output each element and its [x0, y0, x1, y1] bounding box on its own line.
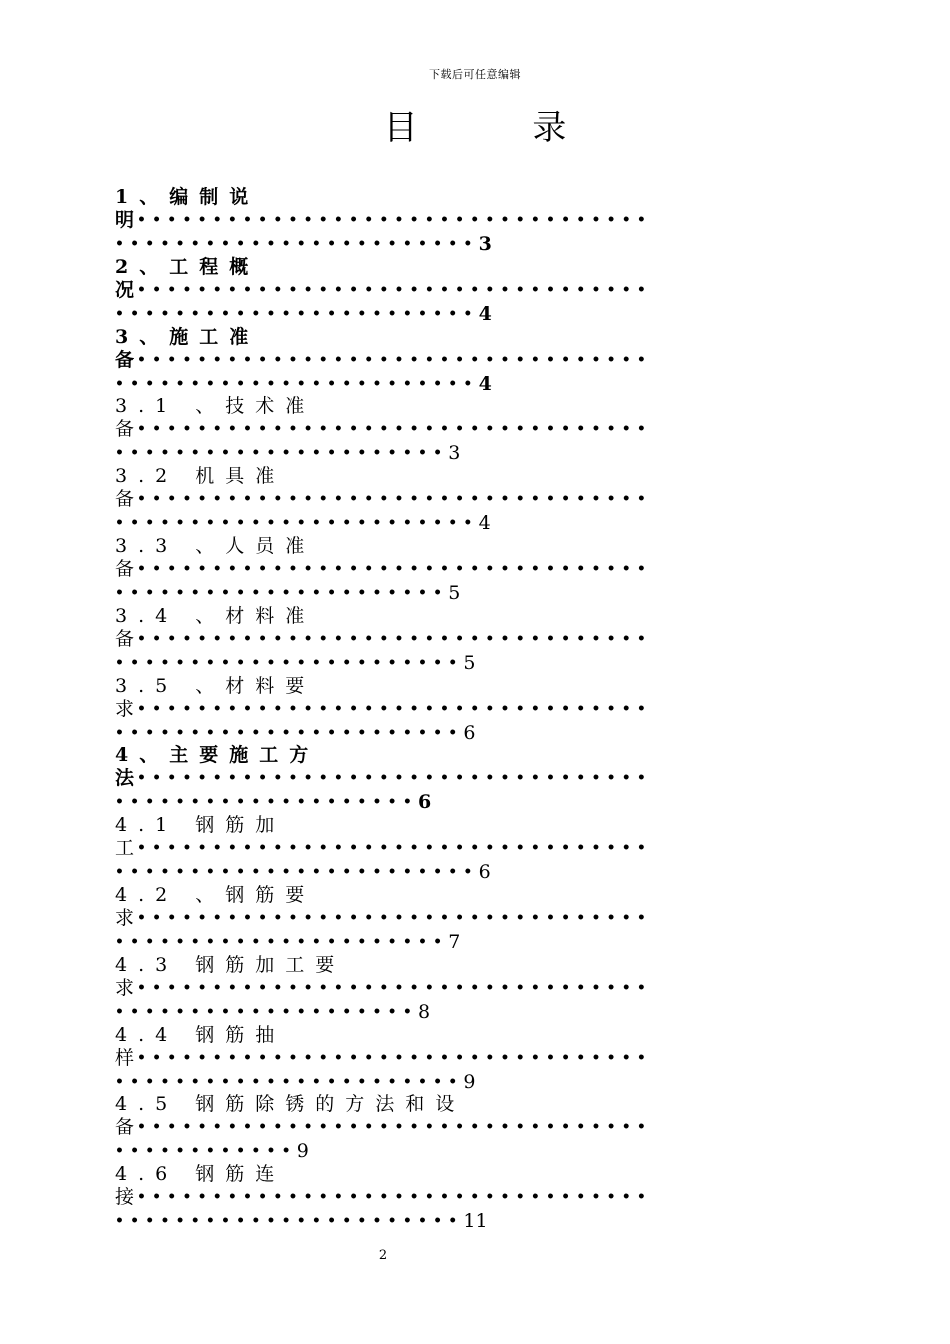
- toc-entry-title: 4.1 钢筋加: [115, 814, 286, 837]
- toc-entry-dots: 明 ••••••••••••••••••••••••••••••••••: [115, 209, 653, 231]
- toc-entry-title: 4.6 钢筋连: [115, 1163, 286, 1186]
- toc-entry-dots: 备 ••••••••••••••••••••••••••••••••••: [115, 1116, 653, 1139]
- toc-entry-leader: ••••••••••••9: [115, 1140, 309, 1163]
- toc-entry-title-end: 备: [115, 627, 135, 650]
- toc-entry-page: 4: [478, 372, 492, 395]
- table-of-contents: [115, 186, 835, 1233]
- toc-entry-title: 4、主要施工方: [115, 744, 320, 767]
- toc-entry-leader: ••••••••••••••••••••••5: [115, 581, 461, 604]
- toc-entry-page: 3: [448, 442, 461, 465]
- toc-entry-title-end: 况: [115, 278, 135, 301]
- toc-entry-leader: ••••••••••••••••••••6: [115, 791, 432, 814]
- toc-entry[interactable]: [115, 465, 835, 535]
- toc-entry-page: 4: [478, 512, 491, 535]
- toc-entry[interactable]: [115, 256, 835, 326]
- toc-entry-title-end: 备: [115, 348, 135, 371]
- toc-entry-title-end: 备: [115, 557, 135, 580]
- toc-entry-title: 3、施工准: [115, 325, 260, 348]
- page-number: 2: [378, 1248, 388, 1263]
- toc-entry-leader: ••••••••••••••••••••••3: [115, 442, 461, 465]
- toc-entry-page: 6: [417, 791, 432, 814]
- toc-entry[interactable]: [115, 814, 835, 884]
- toc-entry-leader: •••••••••••••••••••••••9: [115, 1070, 476, 1093]
- toc-entry-title-end: 样: [115, 1046, 135, 1069]
- toc-entry-page: 4: [478, 302, 492, 325]
- toc-entry[interactable]: [115, 535, 835, 605]
- toc-entry-title-end: 接: [115, 1186, 135, 1209]
- toc-entry-dots: 备 ••••••••••••••••••••••••••••••••••: [115, 348, 653, 371]
- toc-entry[interactable]: [115, 744, 835, 814]
- toc-entry-leader: •••••••••••••••••••••••6: [115, 721, 476, 744]
- toc-entry-title-end: 法: [115, 767, 135, 790]
- toc-title: 目 录: [383, 108, 619, 148]
- toc-entry-title: 3.2 机具准: [115, 465, 286, 488]
- toc-entry[interactable]: [115, 954, 835, 1024]
- toc-entry-page: 6: [478, 861, 491, 884]
- toc-entry-leader: ••••••••••••••••••••••••4: [115, 372, 492, 395]
- toc-entry-leader: ••••••••••••••••••••8: [115, 1000, 431, 1023]
- toc-entry-title: 4.2 、钢筋要: [115, 883, 316, 906]
- toc-entry-dots: 求 ••••••••••••••••••••••••••••••••••: [115, 697, 653, 720]
- toc-entry-title: 4.3 钢筋加工要: [115, 953, 346, 976]
- toc-entry-page: 11: [463, 1210, 488, 1233]
- toc-entry[interactable]: [115, 1024, 835, 1094]
- toc-entry-dots: 备 ••••••••••••••••••••••••••••••••••: [115, 418, 653, 441]
- toc-entry-page: 9: [463, 1070, 476, 1093]
- toc-entry-page: 5: [463, 651, 476, 674]
- toc-entry-dots: 备 ••••••••••••••••••••••••••••••••••: [115, 488, 653, 511]
- toc-entry-title: 2、工程概: [115, 255, 260, 278]
- toc-entry-title: 3.1 、技术准: [115, 395, 316, 418]
- toc-entry-title: 1、编制说: [115, 186, 260, 208]
- toc-entry-leader: ••••••••••••••••••••••••4: [115, 512, 491, 535]
- toc-entry[interactable]: [115, 884, 835, 954]
- toc-entry-leader: ••••••••••••••••••••••••4: [115, 302, 492, 325]
- toc-entry-leader: ••••••••••••••••••••••••3: [115, 233, 492, 255]
- toc-entry-leader: •••••••••••••••••••••••11: [115, 1210, 488, 1233]
- toc-entry-title-end: 明: [115, 209, 135, 231]
- toc-entry-title-end: 备: [115, 1116, 135, 1139]
- toc-entry-dots: 工 ••••••••••••••••••••••••••••••••••: [115, 837, 653, 860]
- toc-entry[interactable]: [115, 395, 835, 465]
- toc-entry-dots: 备 ••••••••••••••••••••••••••••••••••: [115, 627, 653, 650]
- toc-entry-title-end: 备: [115, 488, 135, 511]
- toc-entry-page: 6: [463, 721, 476, 744]
- toc-entry-leader: ••••••••••••••••••••••••6: [115, 861, 491, 884]
- toc-entry[interactable]: [115, 1163, 835, 1233]
- toc-entry-title-end: 求: [115, 906, 135, 929]
- toc-entry[interactable]: [115, 186, 835, 256]
- toc-entry-title: 4.4 钢筋抽: [115, 1023, 286, 1046]
- toc-entry-title-end: 工: [115, 837, 135, 860]
- toc-entry-title: 3.3 、人员准: [115, 534, 316, 557]
- toc-entry-page: 7: [448, 930, 461, 953]
- toc-entry-page: 8: [417, 1000, 431, 1023]
- toc-entry-dots: 样 ••••••••••••••••••••••••••••••••••: [115, 1046, 653, 1069]
- toc-entry[interactable]: [115, 675, 835, 745]
- toc-entry[interactable]: [115, 605, 835, 675]
- toc-entry-page: 9: [296, 1140, 309, 1163]
- toc-entry-title-end: 求: [115, 697, 135, 720]
- toc-entry-title: 3.4 、材料准: [115, 604, 316, 627]
- page-header: 下载后可任意编辑: [429, 68, 521, 81]
- toc-entry-dots: 接 ••••••••••••••••••••••••••••••••••: [115, 1186, 653, 1209]
- toc-entry-dots: 求 ••••••••••••••••••••••••••••••••••: [115, 976, 653, 999]
- toc-entry-page: 5: [448, 581, 461, 604]
- toc-entry[interactable]: [115, 326, 835, 396]
- toc-entry-dots: 求 ••••••••••••••••••••••••••••••••••: [115, 906, 653, 929]
- toc-entry-dots: 法 ••••••••••••••••••••••••••••••••••: [115, 767, 653, 790]
- toc-entry-leader: ••••••••••••••••••••••7: [115, 930, 461, 953]
- toc-entry-title: 3.5 、材料要: [115, 674, 316, 697]
- toc-entry-title-end: 求: [115, 976, 135, 999]
- toc-entry-page: 3: [478, 233, 492, 255]
- toc-entry[interactable]: [115, 1093, 835, 1163]
- toc-entry-leader: •••••••••••••••••••••••5: [115, 651, 476, 674]
- toc-entry-title: 4.5 钢筋除锈的方法和设: [115, 1093, 466, 1116]
- toc-entry-title-end: 备: [115, 418, 135, 441]
- toc-entry-dots: 况 ••••••••••••••••••••••••••••••••••: [115, 278, 653, 301]
- toc-entry-dots: 备 ••••••••••••••••••••••••••••••••••: [115, 557, 653, 580]
